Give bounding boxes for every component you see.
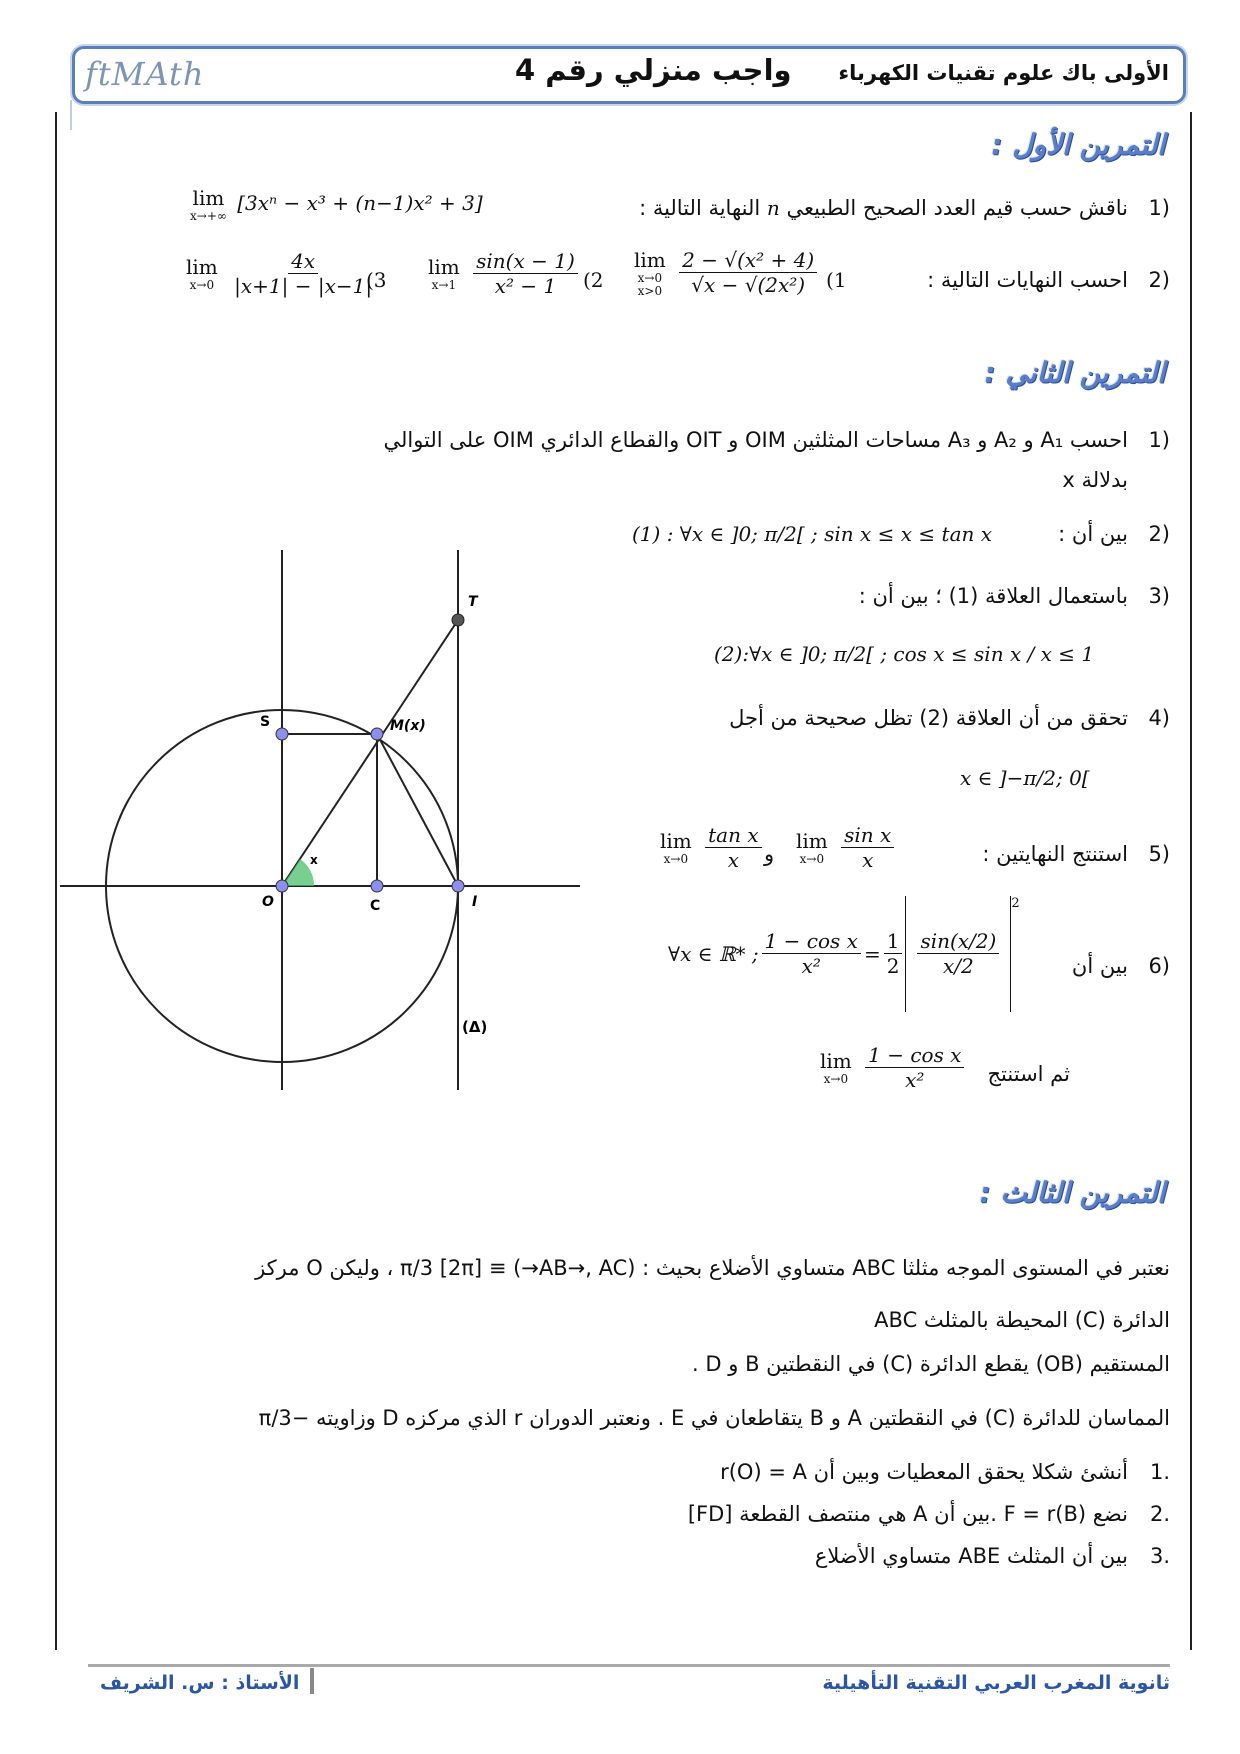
lim-sub: x→+∞ (190, 209, 227, 223)
lim-sub: x→1 (431, 278, 457, 293)
lim-label: lim (428, 255, 460, 280)
q6-quantifier: ∀x ∈ ℝ* ; (668, 942, 759, 966)
lim-label: lim (186, 255, 218, 280)
ex2-q3-number: 3) (1148, 584, 1170, 608)
frac-den: 2 (886, 954, 900, 978)
lim-label: lim (820, 1049, 852, 1074)
label-S: S (260, 714, 271, 730)
lim-sub: x→0 (189, 278, 215, 293)
frac-den: x² (801, 954, 821, 978)
ex2-q5-lim-tan (660, 824, 765, 872)
lim-sub: x→0 (637, 271, 663, 285)
ex1-limit-2 (428, 250, 581, 298)
unit-circle-figure (60, 550, 580, 1090)
q6-exponent: 2 (1011, 896, 1020, 911)
footer-teacher: الأستاذ : س. الشريف (100, 1672, 300, 1694)
ex3-item-1: أنشئ شكلا يحقق المعطيات وبين أن r(O) = A (720, 1460, 1128, 1484)
label-T: T (468, 594, 478, 610)
ex2-q3-math: (2):∀x ∈ ]0; π/2[ ; cos x ≤ sin x / x ≤ 1 (714, 642, 1095, 666)
ex2-q6-text: بين أن (1071, 954, 1128, 978)
ex1-q2-text: احسب النهايات التالية : (927, 268, 1128, 292)
ex2-q5-lim-sin (796, 824, 897, 872)
footer-rule (88, 1664, 1170, 1667)
ex3-item-2: نضع F = r(B) .بين أن A هي منتصف القطعة [FD] (687, 1502, 1128, 1526)
logo: ftMAth (85, 55, 205, 93)
ex2-q5-number: 5) (1148, 842, 1170, 866)
ex2-q2-math: (1) : ∀x ∈ ]0; π/2[ ; sin x ≤ x ≤ tan x (632, 522, 993, 546)
ex1-q1-label: ناقش حسب قيم العدد الصحيح الطبيعي (786, 196, 1128, 220)
frac-num: 1 (884, 930, 903, 954)
ex2-q2-text: بين أن : (1058, 522, 1128, 546)
lim-sub: x→0 (663, 852, 689, 867)
ex1-limit-1 (634, 248, 820, 298)
left-rule (55, 112, 57, 1650)
ex3-item-2-number: 2. (1149, 1502, 1170, 1526)
frac-num: tan x (705, 824, 761, 848)
class-title: الأولى باك علوم تقنيات الكهرباء (838, 61, 1169, 85)
lim-sub2: x>0 (637, 284, 663, 299)
label-O: O (262, 894, 274, 910)
q6-equals: = (863, 942, 881, 966)
ex3-paragraph-1: نعتبر في المستوى الموجه مثلثا ABC متساوي الأضلاع بحيث : (AB→, AC→) ≡ π/3 [2π] ، وليكن O مركز (255, 1256, 1170, 1280)
segment-OT (282, 620, 458, 886)
ex2-q1-number: 1) (1148, 428, 1170, 452)
ex3-item-1-number: 1. (1149, 1460, 1170, 1484)
ex2-q6-then: ثم استنتج (987, 1062, 1070, 1086)
frac-den: √x − √(2x²) (691, 273, 806, 298)
exercise-1-title: التمرين الأول : (991, 128, 1165, 161)
ex1-q1-var: n (766, 196, 780, 220)
ex3-item-3: بين أن المثلث ABE متساوي الأضلاع (814, 1544, 1128, 1568)
frac-num: sin x (841, 824, 894, 848)
ex2-q4-number: 4) (1148, 706, 1170, 730)
ex2-q4-math: x ∈ ]−π/2; 0[ (960, 766, 1090, 790)
label-x: x (310, 853, 318, 867)
footer-separator (310, 1668, 314, 1694)
ex2-q6-limit (820, 1044, 967, 1092)
point-C (371, 880, 383, 892)
ex2-q4-text: تحقق من أن العلاقة (2) تظل صحيحة من أجل (729, 706, 1128, 730)
frac-num: 1 − cos x (865, 1044, 964, 1068)
ex2-q1-text: احسب A₁ و A₂ و A₃ مساحات المثلثين OIM و OIT والقطاع الدائري OIM على التوالي (383, 428, 1128, 452)
frac-den: x (862, 848, 874, 872)
frac-den: |x+1| − |x−1| (234, 274, 373, 298)
lim-sub: x→0 (823, 1072, 849, 1087)
ex2-q6-number: 6) (1148, 954, 1170, 978)
frac-num: sin(x/2) (917, 930, 999, 954)
frac-den: x (727, 848, 739, 872)
ex3-paragraph-2: الدائرة (C) المحيطة بالمثلث ABC (874, 1308, 1170, 1332)
ex1-q1-label2: النهاية التالية : (639, 196, 761, 220)
lim-label: lim (660, 829, 692, 854)
segment-MI (377, 734, 458, 886)
frac-num: sin(x − 1) (473, 250, 578, 274)
ex2-q3-text: باستعمال العلاقة (1) ؛ بين أن : (858, 584, 1128, 608)
footer-school: ثانوية المغرب العربي التقنية التأهيلية (822, 1672, 1170, 1694)
point-O (276, 880, 288, 892)
label-M: M(x) (390, 718, 426, 734)
ex1-l1-label: (1 (826, 268, 847, 292)
frac-den: x/2 (943, 954, 974, 978)
label-delta: (Δ) (462, 1018, 488, 1036)
frac-num: 1 − cos x (762, 930, 861, 954)
frac-num: 2 − √(x² + 4) (679, 249, 817, 273)
right-rule (1190, 112, 1192, 1650)
lim-label: lim (634, 248, 666, 272)
ex1-q1-text (639, 196, 1128, 220)
header-banner (72, 46, 1186, 104)
ex1-l3-label: (3 (366, 268, 387, 292)
ex2-q5-and: و (764, 842, 775, 866)
frac-den: x² − 1 (494, 274, 557, 298)
point-S (276, 728, 288, 740)
label-C: C (370, 898, 381, 914)
lim-sub: x→0 (799, 852, 825, 867)
ex2-q1-text2: بدلالة x (1062, 468, 1128, 492)
ex3-paragraph-3: المستقيم (OB) يقطع الدائرة (C) في النقطتين B و D . (692, 1352, 1170, 1376)
label-I: I (472, 894, 478, 910)
point-T (452, 614, 464, 626)
ex2-q5-text: استنتج النهايتين : (982, 842, 1128, 866)
ex3-paragraph-4: المماسان للدائرة (C) في النقطتين A و B يتقاطعان في E . ونعتبر الدوران r الذي مركزه D وزاويته −π/3 (258, 1406, 1170, 1430)
page-title: واجب منزلي رقم 4 (515, 53, 792, 87)
lim-label: lim (796, 829, 828, 854)
ex3-item-3-number: 3. (1149, 1544, 1170, 1568)
ex1-q2-number: 2) (1148, 268, 1170, 292)
ex1-q1-expression: [3xⁿ − x³ + (n−1)x² + 3] (237, 191, 483, 216)
ex2-q6-identity (668, 896, 1020, 1012)
ex1-q1-number: 1) (1148, 196, 1170, 220)
exercise-3-title: التمرين الثالث : (979, 1176, 1165, 1209)
ex1-q1-limit (190, 186, 483, 223)
point-I (452, 880, 464, 892)
exercise-2-title: التمرين الثاني : (984, 356, 1165, 389)
q6-bracket (905, 896, 1011, 1012)
decorative-line (70, 100, 72, 130)
lim-label: lim (192, 186, 225, 210)
ex1-limit-3 (186, 250, 378, 298)
point-M (371, 728, 383, 740)
frac-num: 4x (288, 250, 318, 274)
ex1-l2-label: (2 (583, 268, 604, 292)
frac-den: x² (905, 1068, 925, 1092)
ex2-q2-number: 2) (1148, 522, 1170, 546)
